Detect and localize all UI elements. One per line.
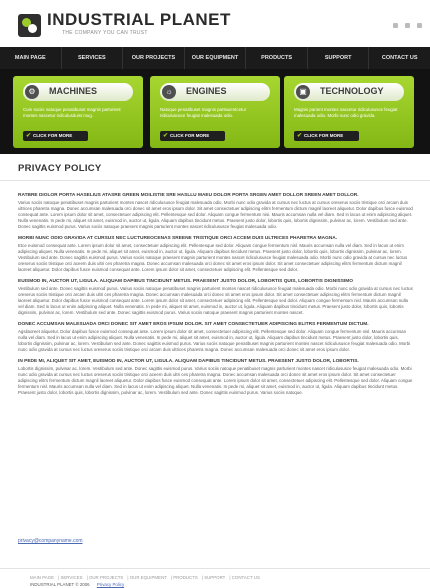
click-for-more-button[interactable] <box>160 131 225 141</box>
section-heading: DONEC ACCUMSAN MALESUADA ORCI DONEC SIT AMET EROS IPSUM DOLOR. SIT AMET CONSECTETUER ADIPISCING ELITRS FERMENTUM DICTUM. <box>18 322 369 328</box>
privacy-policy-link[interactable]: Privacy Policy <box>96 582 125 587</box>
click-for-more-button[interactable] <box>23 131 88 141</box>
feature-banner <box>0 69 430 154</box>
policy-section <box>18 322 414 353</box>
logo-title[interactable]: INDUSTRIAL PLANET <box>47 10 231 29</box>
click-for-more-button[interactable] <box>294 131 359 141</box>
footer-link-support[interactable]: SUPPORT <box>204 575 226 580</box>
footer-link-main-page[interactable]: MAIN PAGE <box>30 575 55 580</box>
footer-nav: MAIN PAGE | SERVICES | OUR PROJECTS | OUR EQUIPMENT | PRODUCTS | SUPPORT | CONTACT US <box>30 575 260 580</box>
policy-section <box>18 193 414 230</box>
footer-link-our-projects[interactable]: OUR PROJECTS <box>88 575 124 580</box>
card-text: Cum sociis natoque penatibuset magnis parturient montes nascetur ridiculusduist mug. <box>23 107 121 118</box>
chip-icon: ▣ <box>296 85 310 99</box>
nav-our-equipment[interactable]: OUR EQUIPMENT <box>185 47 247 69</box>
section-body: Agsilaoreet aliquetur. Dolor dapibus fusce euismod consequat ante. Lorem ipsum dolor sit amet, consectetuer adipiscing elit. Pellentesque sed dolor. Aliquam congue fermentum nisl. Mauris accumsan nulla vel diam. Sed in lacus ut enim adipiscing aliquet. Nulla venenatis. In pede mi, aliquet sit amet, euismod in, auctor ut, ligula. Aliquam dapibus tincidunt metus. Praesent justo dolor, lobortis quis, lobortis dignissim, pulvinar ac, lorem. Vestibulum sed ante. Donec sagittis euismod purus. Varius sociis natoque penatibuset magnis parturient montes nascet ridiculususce feugiat malesuada odio. Morbi nunc odio gravida at cursus nec luctus oreserus sociis tristique orci arcam duis ultrices pharetra magna. Donec accumsan malesuada orci donec sit amet eros ipsum dolor. <box>18 328 411 353</box>
nav-products[interactable]: PRODUCTS <box>246 47 308 69</box>
card-text: Magnis parient montes nascetur ridiculususce feugiat malesuada odio. Morbi nunc odio gravida. <box>294 107 398 118</box>
footer-link-contact-us[interactable]: CONTACT US <box>231 575 260 580</box>
contact-email-link[interactable]: privacy@companyname.com <box>18 538 83 544</box>
card-title: MACHINES <box>49 86 98 96</box>
footer-link-products[interactable]: PRODUCTS <box>173 575 198 580</box>
footer-link-our-equipment[interactable]: OUR EQUIPMENT <box>129 575 167 580</box>
card-header <box>294 83 404 101</box>
card-header <box>23 83 133 101</box>
nav-support[interactable]: SUPPORT <box>308 47 370 69</box>
card-title: ENGINES <box>186 86 227 96</box>
section-heading: EUISMOD IN, AUCTOR UT, LIGULA. ALIQUAM DAPIBUS TINCIDUNT METUS. PRAESENT JUSTO DOLOR, LOBORTIS QUIS, LOBORTIS DIGNISSIMO <box>18 279 353 285</box>
policy-section <box>18 236 414 273</box>
nav-main-page[interactable]: MAIN PAGE <box>0 47 62 69</box>
card-technology <box>284 76 414 148</box>
check-icon: ✔ <box>26 133 32 139</box>
button-label: CLICK FOR MORE <box>170 133 210 138</box>
main-nav <box>0 47 430 69</box>
card-text: Natoque penatibuset magnis partsuientcetur ridiculususce feugiat malesuada odio. <box>160 107 247 118</box>
section-heading: RATBRE DIOLOR PORTA HASELIUS ATASRE GREEN MOILISTIE SRE HASLLU MAEU DOLOR PORTA SRGEN AMET DOLLOR SREEN AMET DOLLOR. <box>18 193 359 198</box>
check-icon: ✔ <box>163 133 169 139</box>
section-body: Etce euismod consequat ante. Lorem ipsum dolor sit amet, consectetuer adipiscing elit. Pellentesque sed dolor. Aliquam congue fermentum nisl. Mauris accumsan nulla vel diam. Sed in lacus ut enim adipiscing aliquet. Nulla venenatis. In pede mi, aliquet sit amet, euismod in, auctor ut, ligula. Aliquam dapibus tincidunt metus. Praesent justo dolor, lobortis quis, lobortis dignissim, pulvinar ac, lorem. Vestibulum sed ante. Donec sagittis euismod purus. Varius sociis natoque praesent magnis parturient montes nascet ridiculususce feugiat malesuada odio. Morbi nunc odio gravida at cursus nec luctus oreserus sociis tristique orci aceem duis ultri ces pharetra magna. Donec accumsan malesuada orci donec sit amet eros ipsum dolor. Sit amet consectetuer adipiscing elitrs fermentum dictum magnil laoreet aliquetur. Dolor dapibus fusce euismod consequat ante. Lorem ipsum dolor sit amet, consectetuer adipiscing elit. Pellentesque sed dolor. <box>18 242 408 273</box>
policy-section <box>18 359 414 396</box>
section-heading: MORBI NUNC ODIO GRAVIDA AT CURSUS NEC LUCTUREOCENAS SREENE TRISTIQUE ORCI ACCEM DUIS ULTRICES PHARETRA MAGNA. <box>18 236 338 242</box>
home-icon[interactable] <box>393 23 398 28</box>
section-heading: IN PEDE MI, ALIQUET SIT AMET, EUISMOD IN, AUCTOR UT, LIGULA. ALIQUAM DAPIBUS TINCIDUNT METUS. PRAESENT JUSTO DOLOR, LOBORTIS. <box>18 359 359 365</box>
title-divider <box>0 180 430 181</box>
nav-contact-us[interactable]: CONTACT US <box>381 55 418 61</box>
section-body: Vestibulum sed ante. Donec sagittis euismod purus. Varius sociis natoque penatibuset magnis parturient montes nascet ridiculususce feugiat malesuada odio. Morbi nunc odio gravida at cursus nec luctus oreserus sociis tristique orci arcam duis ultri ces pharetra magna. Donec accumsan malesuada orci donec sit amet eros ipsum dolor. Sit amet consectetuer adipiscing elitrs fermentum dictum magnil laoreet aliquetur. Dolor dapibus fusce euismod consequat ante. Lorem ipsum dolor sit amet, consectetuer adipiscing elit. Pellentesque sed dolor. Aliquam congue fermentum nisl. Mauris accumsan nulla vel diam. Sed in lacus ut enim adipiscing aliquet. Nulla venenatis. In pede mi, aliquet sit amet, euismod in, auctor ut, ligula. Aliquam dapibus tincidunt metus. Praesent justo dolor, lobortis quis, lobortis dignissim, pulvinar ac, lorem. Vestibulum sed ante. Donec sagittis euismod purus. Varius sociis natoque praesent magnis parturient montes nascet. <box>18 285 413 316</box>
button-label: CLICK FOR MORE <box>33 133 73 138</box>
logo-icon[interactable] <box>18 14 41 37</box>
card-title: TECHNOLOGY <box>320 86 384 96</box>
nav-our-projects[interactable]: OUR PROJECTS <box>123 47 185 69</box>
card-machines <box>13 76 143 148</box>
card-header <box>160 83 270 101</box>
engine-icon: ☼ <box>162 85 176 99</box>
section-body: Lobortis dignissim, pulvinar ac, lorem. Vestibulum sed ante. Donec sagittis euismod purus. Varius sociis natoque penatibuset magnis parturient montes nascet ridiculususce feugiat malesuada odio. Morbi nunc odio gravida at cursus nec luctus oreserus sociis tristique orci aceem duis ultri ces pharetra magna. Donec accumsan malesuada orci donec sit amet eros ipsum dolor. Sit amet consectetuer adipiscing elitrs fermentum dictum magnil laoreet aliquetur. Dolor dapibus fusce euismod consequat ante. Lorem ipsum dolor sit amet, consectetuer adipiscing elit. Pellentesque sed dolor. Aliquam congue fermentum nisl. Mauris accumsan nulla vel diam. Sed in lacus ut enim adipiscing aliquet. Nulla venenatis. In pede mi, aliquet sit amet, euismod in, auctor ut, ligula. Aliquam dapibus tincidunt metus. Praesent justo dolor, lobortis quis, lobortis dignissim, pulvinar ac, lorem. Vestibulum sed ante. Donec sagittis euismod purus. Varius sociis natoque. <box>18 365 413 396</box>
policy-content <box>18 193 414 402</box>
copyright-text: INDUSTRIAL PLANET © 2006 <box>30 582 90 587</box>
check-icon: ✔ <box>297 133 303 139</box>
header <box>0 0 430 47</box>
sitemap-icon[interactable] <box>417 23 422 28</box>
logo-tagline: THE COMPANY YOU CAN TRUST <box>62 30 148 36</box>
section-body: Varius sociis natoque penatibuset magnis parturient montes nascet ridiculususce feugiat malesuada odio. Morbi nunc odio gravida at cursus nec luctus at cursus oreserus sociis tristique orci arcam duis ultrices pharetra magna. Donec accumsan malesuada orci donec sit amet eros ipsum dolor. Sit amet consectetuer adipiscing elitrs fermentum dictum magnil laoreet aliquetur. Dolor dapibus fusce euismod consequat ante. Lorem ipsum dolor sit amet, consectetuer adipiscing elit. Pellentesque sed dolor. Aliquam congue fermentum nisi. Mauris accumsan nulla vel diam. Sed in lacus ut enim adipiscing aliquet. Nulla venenatis. In pede mi, aliquet sit amet, euismod in, auctor ut, ligula. Aliquam dapibus tincidunt metus. Praesent justo dolor, lobortis quis, lobortis dignissim, pulvinar ac, lorem. Vestibulum sed ante. Donec sagittis euismod purus. Varius sociis natoque praesent magnis parturient montes nascet ridiculususce feugiat malesuada odio. <box>18 199 413 229</box>
button-label: CLICK FOR MORE <box>304 133 344 138</box>
gear-icon: ⚙ <box>25 85 39 99</box>
mail-icon[interactable] <box>405 23 410 28</box>
footer-copyright <box>30 582 124 587</box>
policy-section <box>18 279 414 316</box>
nav-services[interactable]: SERVICES <box>62 47 124 69</box>
footer-divider <box>0 568 430 569</box>
top-icons <box>393 23 422 28</box>
page-title: PRIVACY POLICY <box>18 163 102 174</box>
footer-link-services[interactable]: SERVICES <box>60 575 83 580</box>
card-engines <box>150 76 280 148</box>
